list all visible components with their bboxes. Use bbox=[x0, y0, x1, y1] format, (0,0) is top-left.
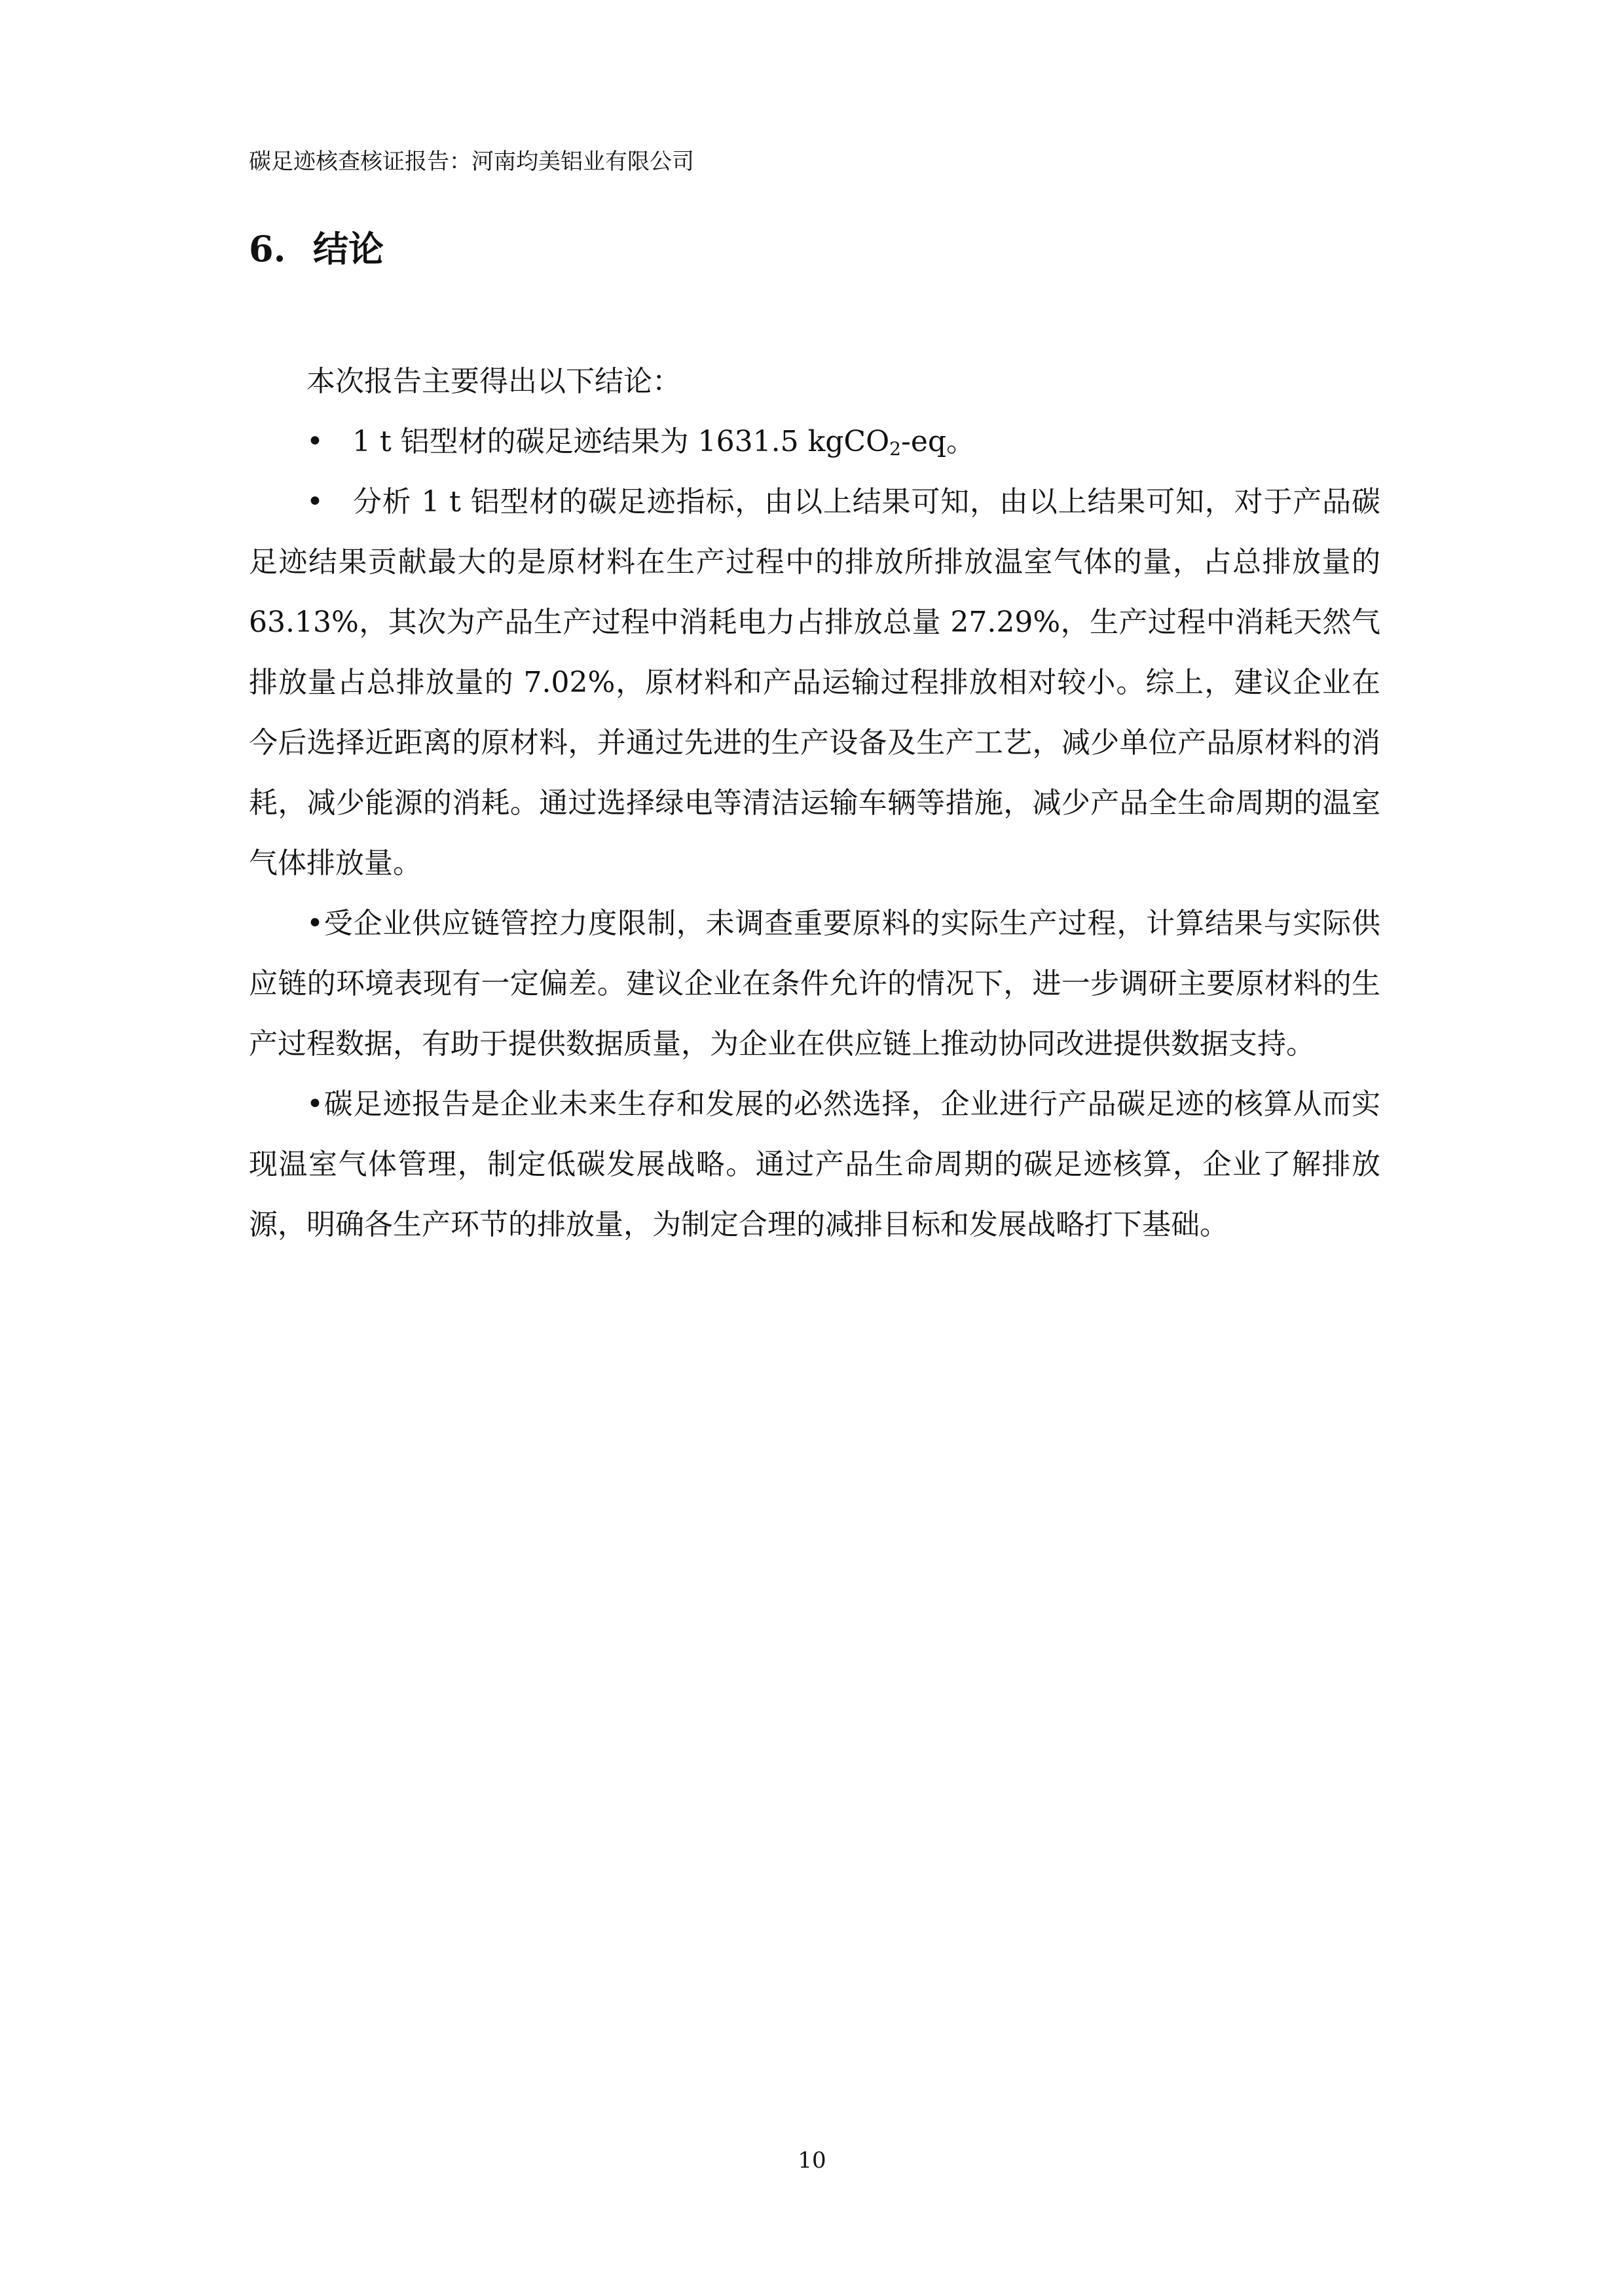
bullet-item-supply-chain: •受企业供应链管控力度限制，未调查重要原料的实际生产过程，计算结果与实际供应链的环境表现有一定偏差。建议企业在条件允许的情况下，进一步调研主要原材料的生产过程数据，有助于提供数据质量，为企业在供应链上推动协同改进提供数据支持。 bbox=[249, 907, 1380, 1061]
bullet-mark: • bbox=[306, 485, 323, 519]
carbon-result-unit-suffix: -eq。 bbox=[900, 425, 976, 458]
analysis-text: 分析 1 t 铝型材的碳足迹指标，由以上结果可知，由以上结果可知，对于产品碳足迹结果贡献最大的是原材料在生产过程中的排放所排放温室气体的量，占总排放量的 63.13%，其次为产品生产过程中消耗电力占排放总量 27.29%，生产过程中消耗天然气排放量占总排放量的 7.02%，原材料和产品运输过程排放相对较小。综上，建议企业在今后选择近距离的原材料，并通过先进的生产设备及生产工艺，减少单位产品原材料的消耗，减少能源的消耗。通过选择绿电等清洁运输车辆等措施，减少产品全生命周期的温室气体排放量。 bbox=[249, 485, 1380, 880]
section-heading bbox=[249, 226, 384, 272]
section-number: 6. bbox=[249, 228, 286, 270]
bullet-item-analysis bbox=[249, 472, 1380, 894]
bullet-item-carbon-result bbox=[249, 412, 1380, 472]
page-number: 10 bbox=[798, 2147, 826, 2174]
intro-paragraph: 本次报告主要得出以下结论： bbox=[306, 365, 681, 398]
conclusion-body bbox=[249, 352, 1380, 1255]
bullet-item-carbon-report: •碳足迹报告是企业未来生存和发展的必然选择，企业进行产品碳足迹的核算从而实现温室气体管理，制定低碳发展战略。通过产品生命周期的碳足迹核算，企业了解排放源，明确各生产环节的排放量，为制定合理的减排目标和发展战略打下基础。 bbox=[249, 1087, 1380, 1241]
section-title: 结论 bbox=[313, 228, 384, 270]
running-header: 碳足迹核查核证报告：河南均美铝业有限公司 bbox=[249, 149, 694, 175]
co2-subscript: 2 bbox=[889, 438, 901, 460]
carbon-result-text: 1 t 铝型材的碳足迹结果为 1631.5 kgCO bbox=[352, 425, 890, 458]
bullet-mark: • bbox=[306, 425, 323, 458]
